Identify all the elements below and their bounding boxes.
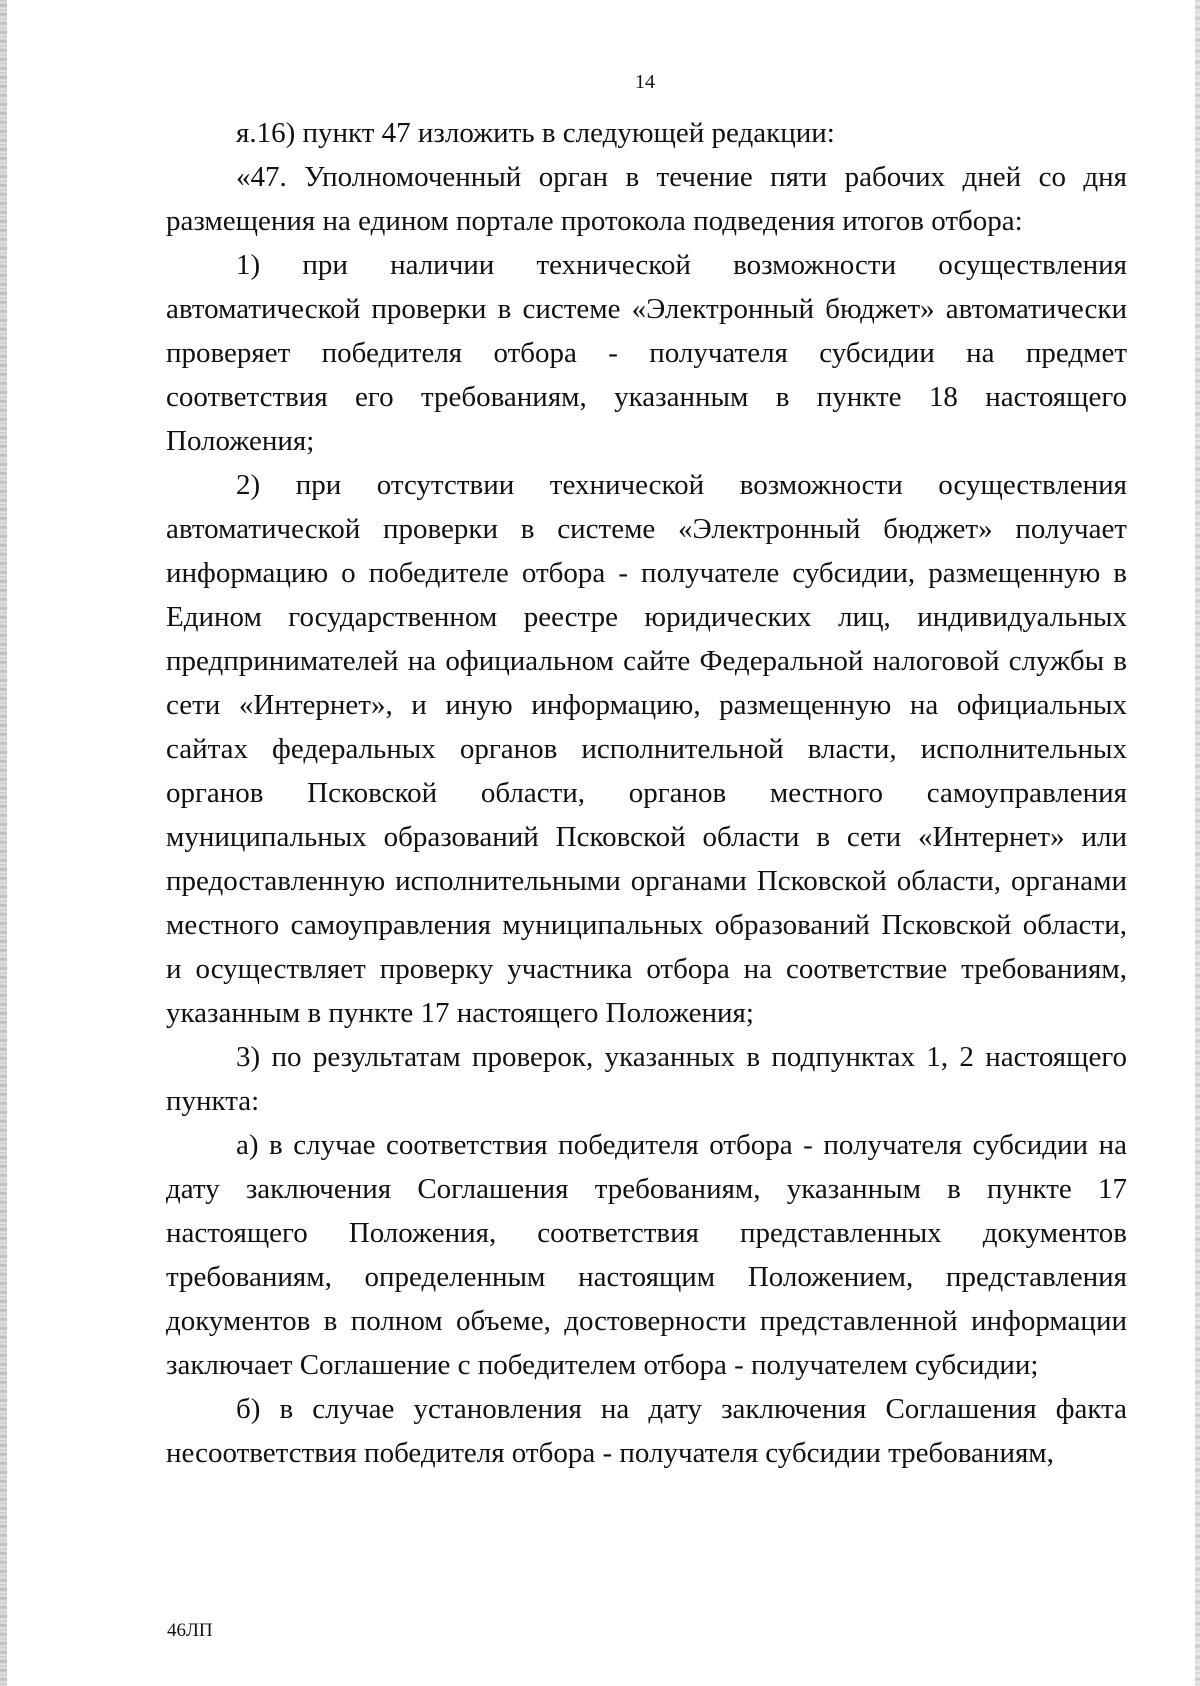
- paragraph-point-47: «47. Уполномоченный орган в течение пяти рабочих дней со дня размещения на едином портале протокола подведения итогов отбора:: [166, 161, 1127, 237]
- paragraph-subpoint-3: 3) по результатам проверок, указанных в подпунктах 1, 2 настоящего пункта:: [166, 1041, 1127, 1117]
- scan-edge-right: [1195, 0, 1200, 1686]
- document-body: [166, 111, 1127, 1475]
- paragraph-amendment-intro: я.16) пункт 47 изложить в следующей редакции:: [236, 117, 835, 149]
- paragraph-subpoint-b: б) в случае установления на дату заключения Соглашения факта несоответствия победителя отбора - получателя субсидии требованиям,: [166, 1393, 1127, 1469]
- paragraph-subpoint-1: 1) при наличии технической возможности осуществления автоматической проверки в системе «Электронный бюджет» автоматически проверяет победителя отбора - получателя субсидии на предмет соответствия его требованиям, указанным в пункте 18 настоящего Положения;: [166, 249, 1127, 457]
- scan-edge-left: [0, 0, 7, 1686]
- footer-document-code: 46ЛП: [167, 1620, 213, 1641]
- paragraph-subpoint-a: а) в случае соответствия победителя отбора - получателя субсидии на дату заключения Соглашения требованиям, указанным в пункте 17 настоящего Положения, соответствия представленных документов требованиям, определенным настоящим Положением, представления документов в полном объеме, достоверности представленной информации заключает Соглашение с победителем отбора - получателем субсидии;: [166, 1129, 1127, 1381]
- paragraph-subpoint-2: 2) при отсутствии технической возможности осуществления автоматической проверки в системе «Электронный бюджет» получает информацию о победителе отбора - получателе субсидии, размещенную в Едином государственном реестре юридических лиц, индивидуальных предпринимателей на официальном сайте Федеральной налоговой службы в сети «Интернет», и иную информацию, размещенную на официальных сайтах федеральных органов исполнительной власти, исполнительных органов Псковской области, органов местного самоуправления муниципальных образований Псковской области в сети «Интернет» или предоставленную исполнительными органами Псковской области, органами местного самоуправления муниципальных образований Псковской области, и осуществляет проверку участника отбора на соответствие требованиям, указанным в пункте 17 настоящего Положения;: [166, 469, 1127, 1029]
- page-number: 14: [635, 71, 655, 93]
